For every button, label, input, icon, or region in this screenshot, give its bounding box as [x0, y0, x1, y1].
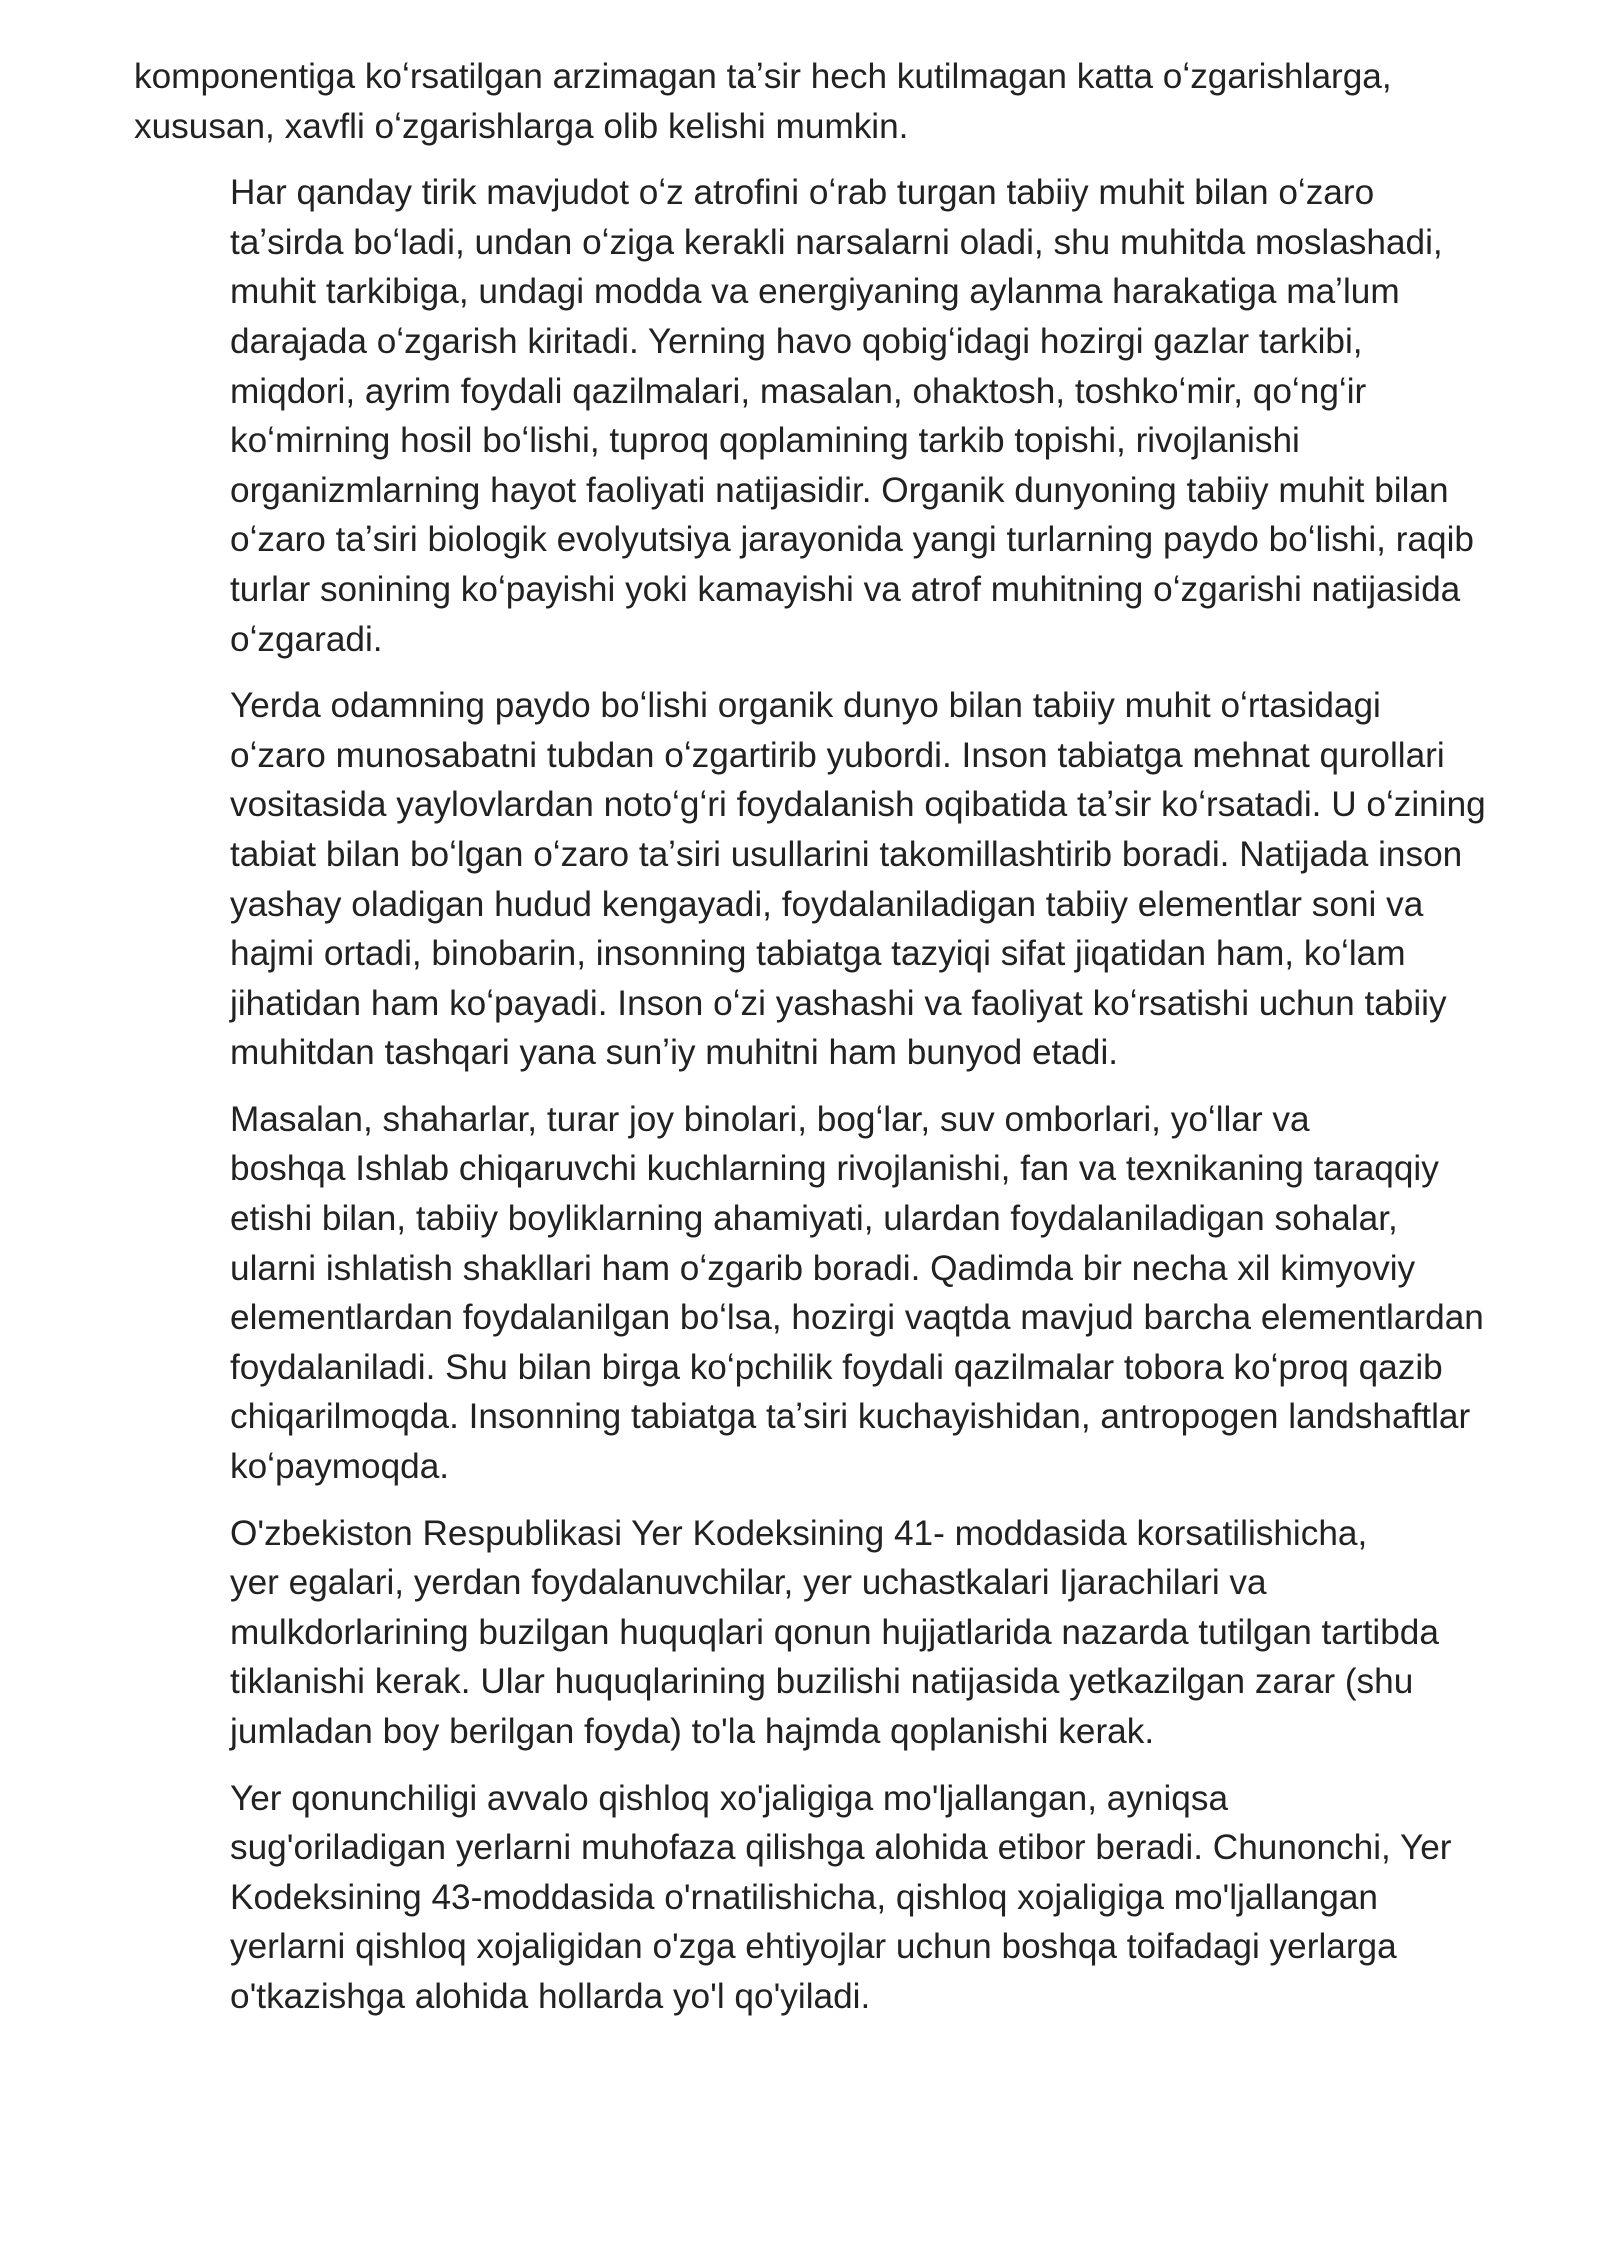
text-line: ularni ishlatish shakllari ham oʻzgarib boradi. Qadimda bir necha xil kimyoviy: [230, 1248, 1416, 1288]
text-line: o'tkazishga alohida hollarda yo'l qo'yiladi.: [230, 1976, 871, 2016]
text-line: chiqarilmoqda. Insonning tabiatga taʼsiri kuchayishidan, antropogen landshaftlar: [230, 1397, 1471, 1437]
text-line: vositasida yaylovlardan notoʻgʻri foydalanish oqibatida taʼsir koʻrsatadi. U oʻzining: [230, 785, 1486, 825]
text-line: oʻzaro taʼsiri biologik evolyutsiya jarayonida yangi turlarning paydo boʻlishi, raqib: [230, 520, 1474, 560]
text-line: xususan, xavfli oʻzgarishlarga olib kelishi mumkin.: [134, 106, 909, 146]
paragraph-5: [134, 1509, 1486, 1757]
paragraph-4: [134, 1095, 1486, 1492]
text-line: yashay oladigan hudud kengayadi, foydalaniladigan tabiiy elementlar soni va: [230, 884, 1424, 924]
text-line: tiklanishi kerak. Ular huquqlarining buzilishi natijasida yetkazilgan zarar (shu: [230, 1662, 1414, 1702]
text-line: muhitdan tashqari yana sunʼiy muhitni ham bunyod etadi.: [230, 1033, 1119, 1073]
text-line: muhit tarkibiga, undagi modda va energiyaning aylanma harakatiga maʼlum: [230, 272, 1400, 312]
text-line: turlar sonining koʻpayishi yoki kamayishi va atrof muhitning oʻzgarishi natijasida: [230, 569, 1461, 609]
text-line: oʻzgaradi.: [230, 619, 383, 659]
text-line: sug'oriladigan yerlarni muhofaza qilishga alohida etibor beradi. Chunonchi, Yer: [230, 1828, 1452, 1868]
text-line: organizmlarning hayot faoliyati natijasidir. Organik dunyoning tabiiy muhit bilan: [230, 470, 1449, 510]
text-line: boshqa Ishlab chiqaruvchi kuchlarning rivojlanishi, fan va texnikaning taraqqiy: [230, 1149, 1439, 1189]
paragraph-2: [134, 168, 1486, 664]
text-line: mulkdorlarining buzilgan huquqlari qonun hujjatlarida nazarda tutilgan tartibda: [230, 1612, 1439, 1652]
text-line: elementlardan foydalanilgan boʻlsa, hozirgi vaqtda mavjud barcha elementlardan: [230, 1298, 1484, 1338]
text-line: jihatidan ham koʻpayadi. Inson oʻzi yashashi va faoliyat koʻrsatishi uchun tabiiy: [230, 983, 1447, 1023]
paragraph-1: [134, 52, 1486, 151]
text-line: jumladan boy berilgan foyda) to'la hajmda qoplanishi kerak.: [230, 1712, 1155, 1751]
paragraph-3: [134, 681, 1486, 1078]
text-line: Masalan, shaharlar, turar joy binolari, bogʻlar, suv omborlari, yoʻllar va: [230, 1099, 1310, 1139]
text-line: taʼsirda boʻladi, undan oʻziga kerakli narsalarni oladi, shu muhitda moslashadi,: [230, 222, 1443, 262]
text-line: Yerda odamning paydo boʻlishi organik dunyo bilan tabiiy muhit oʻrtasidagi: [230, 686, 1381, 726]
text-line: foydalaniladi. Shu bilan birga koʻpchilik foydali qazilmalar tobora koʻproq qazib: [230, 1347, 1443, 1387]
text-line: Yer qonunchiligi avvalo qishloq xo'jaligiga mo'ljallangan, ayniqsa: [230, 1778, 1229, 1818]
text-line: yerlarni qishloq xojaligidan o'zga ehtiyojlar uchun boshqa toifadagi yerlarga: [230, 1927, 1397, 1967]
text-line: koʻpaymoqda.: [230, 1447, 450, 1487]
paragraph-6: [134, 1774, 1486, 2022]
text-line: miqdori, ayrim foydali qazilmalari, masalan, ohaktosh, toshkoʻmir, qoʻngʻir: [230, 371, 1367, 411]
text-line: etishi bilan, tabiiy boyliklarning ahamiyati, ulardan foydalaniladigan sohalar,: [230, 1199, 1398, 1239]
text-line: yer egalari, yerdan foydalanuvchilar, yer uchastkalari Ijarachilari va: [230, 1563, 1267, 1603]
text-line: O'zbekiston Respublikasi Yer Kodeksining 41- moddasida korsatilishicha,: [230, 1513, 1368, 1553]
text-line: hajmi ortadi, binobarin, insonning tabiatga tazyiqi sifat jiqatidan ham, koʻlam: [230, 934, 1406, 974]
document-body: [134, 52, 1486, 2039]
text-line: Har qanday tirik mavjudot oʻz atrofini oʻrab turgan tabiiy muhit bilan oʻzaro: [230, 173, 1375, 213]
text-line: oʻzaro munosabatni tubdan oʻzgartirib yubordi. Inson tabiatga mehnat qurollari: [230, 735, 1445, 775]
text-line: tabiat bilan boʻlgan oʻzaro taʼsiri usullarini takomillashtirib boradi. Natijada inson: [230, 834, 1463, 874]
text-line: koʻmirning hosil boʻlishi, tuproq qoplamining tarkib topishi, rivojlanishi: [230, 421, 1300, 461]
text-line: Kodeksining 43-moddasida o'rnatilishicha, qishloq xojaligiga mo'ljallangan: [230, 1877, 1378, 1917]
text-line: komponentiga koʻrsatilgan arzimagan taʼsir hech kutilmagan katta oʻzgarishlarga,: [134, 57, 1392, 96]
text-line: darajada oʻzgarish kiritadi. Yerning havo qobigʻidagi hozirgi gazlar tarkibi,: [230, 321, 1363, 361]
